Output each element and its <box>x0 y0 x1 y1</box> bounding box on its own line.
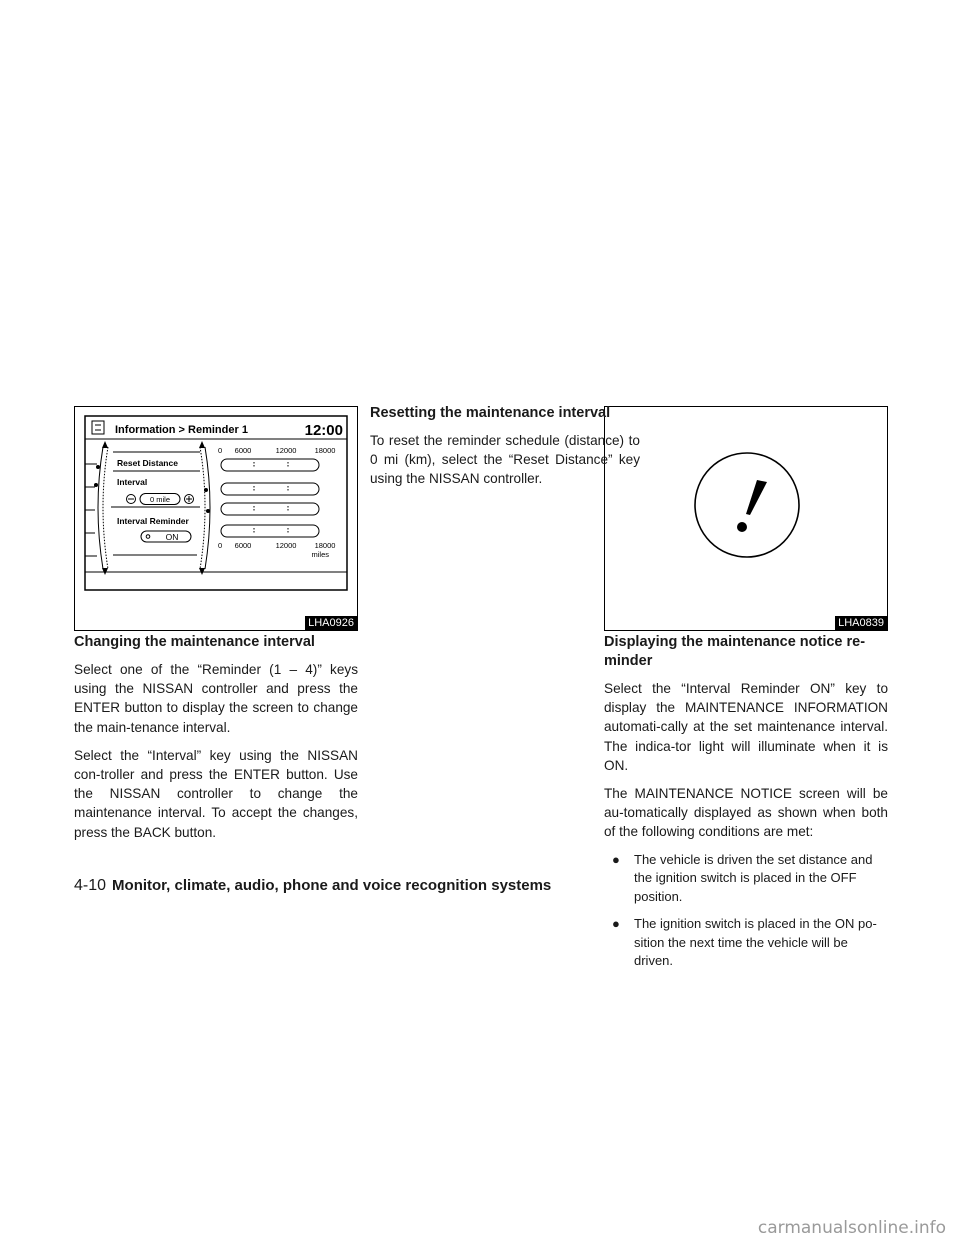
middle-column <box>370 404 640 498</box>
left-column <box>74 633 358 851</box>
svg-text:18000: 18000 <box>314 541 336 550</box>
interval-value: 0 mile <box>149 495 171 504</box>
scale-bottom <box>218 541 335 559</box>
svg-text:0: 0 <box>218 446 223 455</box>
svg-text:6000: 6000 <box>234 446 252 455</box>
left-scroll-indicator <box>94 441 108 575</box>
scale-top <box>218 446 335 455</box>
interval-key-label[interactable]: Interval <box>117 477 148 487</box>
page-footer <box>74 877 551 895</box>
list-item: ● The ignition switch is placed in the ON po-sition the next time the vehicle will be driven. <box>612 916 877 969</box>
paragraph: To reset the reminder schedule (distance) to 0 mi (km), select the “Reset Distance” key using the NISSAN controller. <box>370 433 640 487</box>
figure-reminder-screen <box>74 406 358 631</box>
paragraph: Select the “Interval” key using the NISSAN con-troller and press the ENTER button. Use the NISSAN controller to change the maintenance interval. To accept the changes, press the BACK button. <box>74 747 358 840</box>
exclamation-icon <box>605 407 887 630</box>
paragraph: Select the “Interval Reminder ON” key to display the MAINTENANCE INFORMATION automati-cally at the set maintenance interval. The indica-tor light will illuminate when it is ON. <box>604 681 888 773</box>
menu-icon <box>92 421 104 434</box>
svg-text:0: 0 <box>218 541 223 550</box>
middle-scroll-indicator <box>199 441 210 575</box>
page-number: 4-10 <box>74 877 107 894</box>
paragraph: Select one of the “Reminder (1 – 4)” keys using the NISSAN controller and press the ENTER button to display the screen to change the main-tenance interval. <box>74 662 358 735</box>
screen-title: Information > Reminder 1 <box>115 424 248 436</box>
right-column <box>604 633 888 980</box>
scale-unit: miles <box>311 550 329 559</box>
reminder-bars <box>221 459 319 537</box>
heading-display-reminder: Displaying the maintenance notice re-minder <box>604 634 866 669</box>
reminder-screen-illustration <box>75 407 357 630</box>
watermark: carmanualsonline.info <box>757 1218 946 1238</box>
reminder-state: ON <box>165 532 179 542</box>
paragraph: The MAINTENANCE NOTICE screen will be au-tomatically displayed as shown when both of the following conditions are met: <box>604 786 888 840</box>
reset-distance-key[interactable]: Reset Distance <box>117 458 178 468</box>
conditions-list <box>604 851 888 971</box>
figure-warning <box>604 406 888 631</box>
svg-text:18000: 18000 <box>314 446 336 455</box>
heading-reset-interval: Resetting the maintenance interval <box>370 405 611 421</box>
reminder-toggle[interactable] <box>141 531 191 542</box>
figure-code: LHA0926 <box>305 616 357 630</box>
interval-stepper[interactable] <box>127 494 194 505</box>
interval-reminder-key[interactable]: Interval Reminder <box>117 516 189 526</box>
list-item: ● The vehicle is driven the set distance and the ignition switch is placed in the OFF position. <box>612 851 873 904</box>
svg-text:6000: 6000 <box>234 541 252 550</box>
reminder-bar-2[interactable] <box>221 483 319 495</box>
chapter-title: Monitor, climate, audio, phone and voice recognition systems <box>112 877 552 894</box>
svg-text:12000: 12000 <box>275 446 297 455</box>
reminder-bar-3[interactable] <box>221 503 319 515</box>
reminder-bar-4[interactable] <box>221 525 319 537</box>
svg-text:12000: 12000 <box>275 541 297 550</box>
heading-change-interval: Changing the maintenance interval <box>74 634 315 650</box>
figure-code: LHA0839 <box>835 616 887 630</box>
reminder-bar-1[interactable] <box>221 459 319 471</box>
screen-clock: 12:00 <box>304 422 343 439</box>
